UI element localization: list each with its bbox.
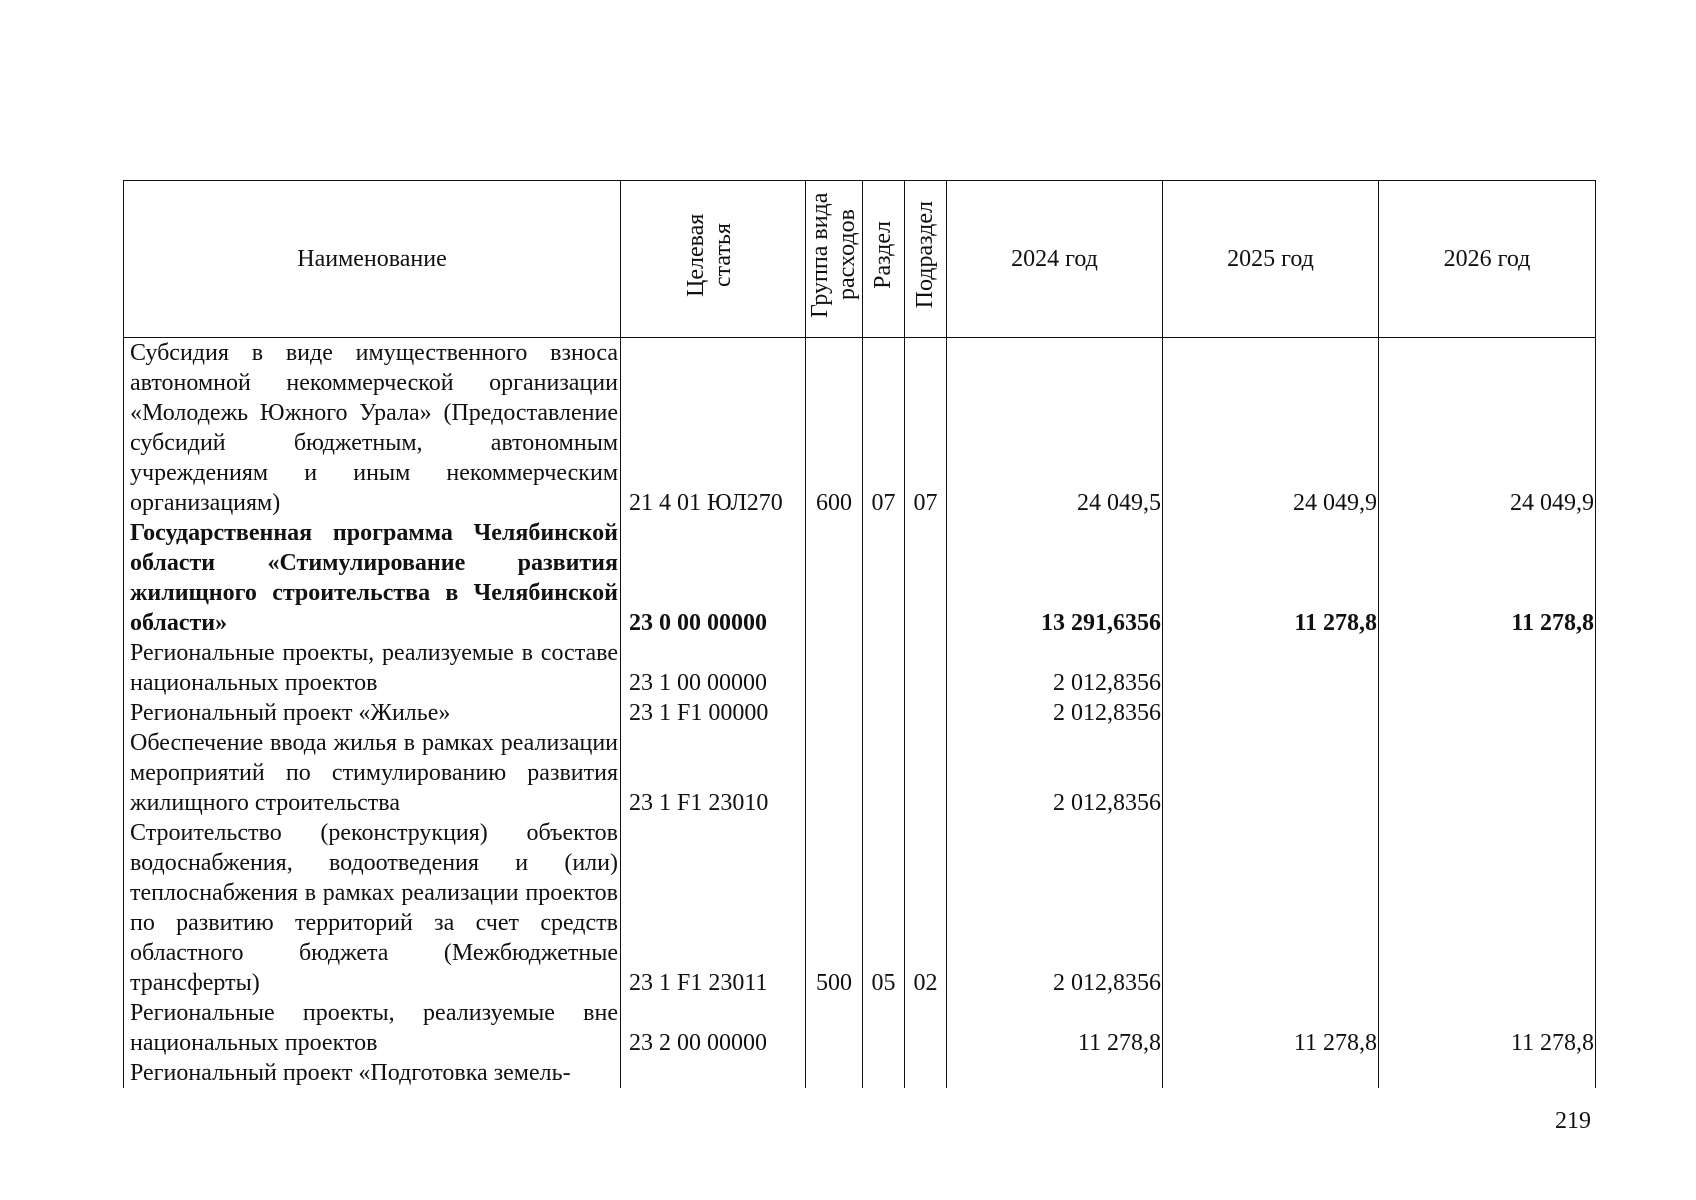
header-subsection [905,181,947,338]
header-expense-group-label: Группа вида расходов [807,192,860,318]
row-section [863,728,905,818]
row-2025: 11 278,8 [1163,518,1379,638]
header-target [621,181,806,338]
row-2024: 2 012,8356 [947,728,1163,818]
row-group [806,998,863,1058]
row-name: Субсидия в виде имущественного взноса автономной некоммерческой организации «Молодежь Южного Урала» (Предоставление субсидий бюджетным, автономным учреждениям и иным некоммерческим организациям) [124,338,621,519]
header-target-label: Целевая статья [683,213,736,297]
row-section: 07 [863,338,905,519]
table-row [124,698,1596,728]
row-subsection: 02 [905,818,947,998]
row-target: 21 4 01 ЮЛ270 [621,338,806,519]
table-row [124,1058,1596,1088]
row-section [863,638,905,698]
row-name: Региональный проект «Жилье» [124,698,621,728]
row-2024: 2 012,8356 [947,698,1163,728]
row-2024: 24 049,5 [947,338,1163,519]
row-name: Обеспечение ввода жилья в рамках реализации мероприятий по стимулированию развития жилищного строительства [124,728,621,818]
row-section [863,518,905,638]
row-2026: 11 278,8 [1379,998,1596,1058]
row-subsection [905,638,947,698]
row-name: Региональные проекты, реализуемые вне национальных проектов [124,998,621,1058]
row-2024 [947,1058,1163,1088]
row-subsection [905,998,947,1058]
page-number: 219 [1555,1108,1591,1134]
row-2025 [1163,698,1379,728]
row-group [806,518,863,638]
header-section [863,181,905,338]
row-subsection [905,518,947,638]
row-target [621,1058,806,1088]
row-2026: 11 278,8 [1379,518,1596,638]
row-target: 23 1 00 00000 [621,638,806,698]
row-2026 [1379,818,1596,998]
table-header [124,181,1596,338]
table-row [124,518,1596,638]
header-expense-group [806,181,863,338]
row-target: 23 1 F1 23011 [621,818,806,998]
table-body [124,338,1596,1089]
row-2024: 13 291,6356 [947,518,1163,638]
row-2024: 2 012,8356 [947,638,1163,698]
row-section [863,998,905,1058]
row-section [863,1058,905,1088]
row-target: 23 1 F1 00000 [621,698,806,728]
row-name: Региональные проекты, реализуемые в составе национальных проектов [124,638,621,698]
row-section [863,698,905,728]
row-target: 23 2 00 00000 [621,998,806,1058]
header-subsection-label: Подраздел [912,201,938,309]
row-2026 [1379,728,1596,818]
table-row [124,728,1596,818]
header-2024: 2024 год [947,181,1163,338]
row-section: 05 [863,818,905,998]
row-2025 [1163,638,1379,698]
row-group: 500 [806,818,863,998]
row-target: 23 1 F1 23010 [621,728,806,818]
row-group [806,1058,863,1088]
header-section-label: Раздел [870,221,896,289]
row-2026 [1379,698,1596,728]
row-2024: 11 278,8 [947,998,1163,1058]
row-group [806,698,863,728]
row-name: Строительство (реконструкция) объектов водоснабжения, водоотведения и (или) теплоснабжения в рамках реализации проектов по развитию территорий за счет средств областного бюджета (Межбюджетные трансферты) [124,818,621,998]
row-group [806,728,863,818]
row-subsection [905,698,947,728]
table-row [124,338,1596,519]
row-2026 [1379,1058,1596,1088]
table-row [124,638,1596,698]
row-name: Региональный проект «Подготовка земель- [124,1058,621,1088]
row-group [806,638,863,698]
header-2025: 2025 год [1163,181,1379,338]
row-2026: 24 049,9 [1379,338,1596,519]
header-2026: 2026 год [1379,181,1596,338]
table-row [124,998,1596,1058]
row-2025 [1163,1058,1379,1088]
table-row [124,818,1596,998]
row-subsection: 07 [905,338,947,519]
row-2025: 11 278,8 [1163,998,1379,1058]
header-name: Наименование [124,181,621,338]
row-group: 600 [806,338,863,519]
row-2025 [1163,818,1379,998]
row-subsection [905,1058,947,1088]
row-name: Государственная программа Челябинской области «Стимулирование развития жилищного строительства в Челябинской области» [124,518,621,638]
row-target: 23 0 00 00000 [621,518,806,638]
budget-table [123,180,1596,1088]
row-2025 [1163,728,1379,818]
row-2025: 24 049,9 [1163,338,1379,519]
row-2024: 2 012,8356 [947,818,1163,998]
row-2026 [1379,638,1596,698]
row-subsection [905,728,947,818]
